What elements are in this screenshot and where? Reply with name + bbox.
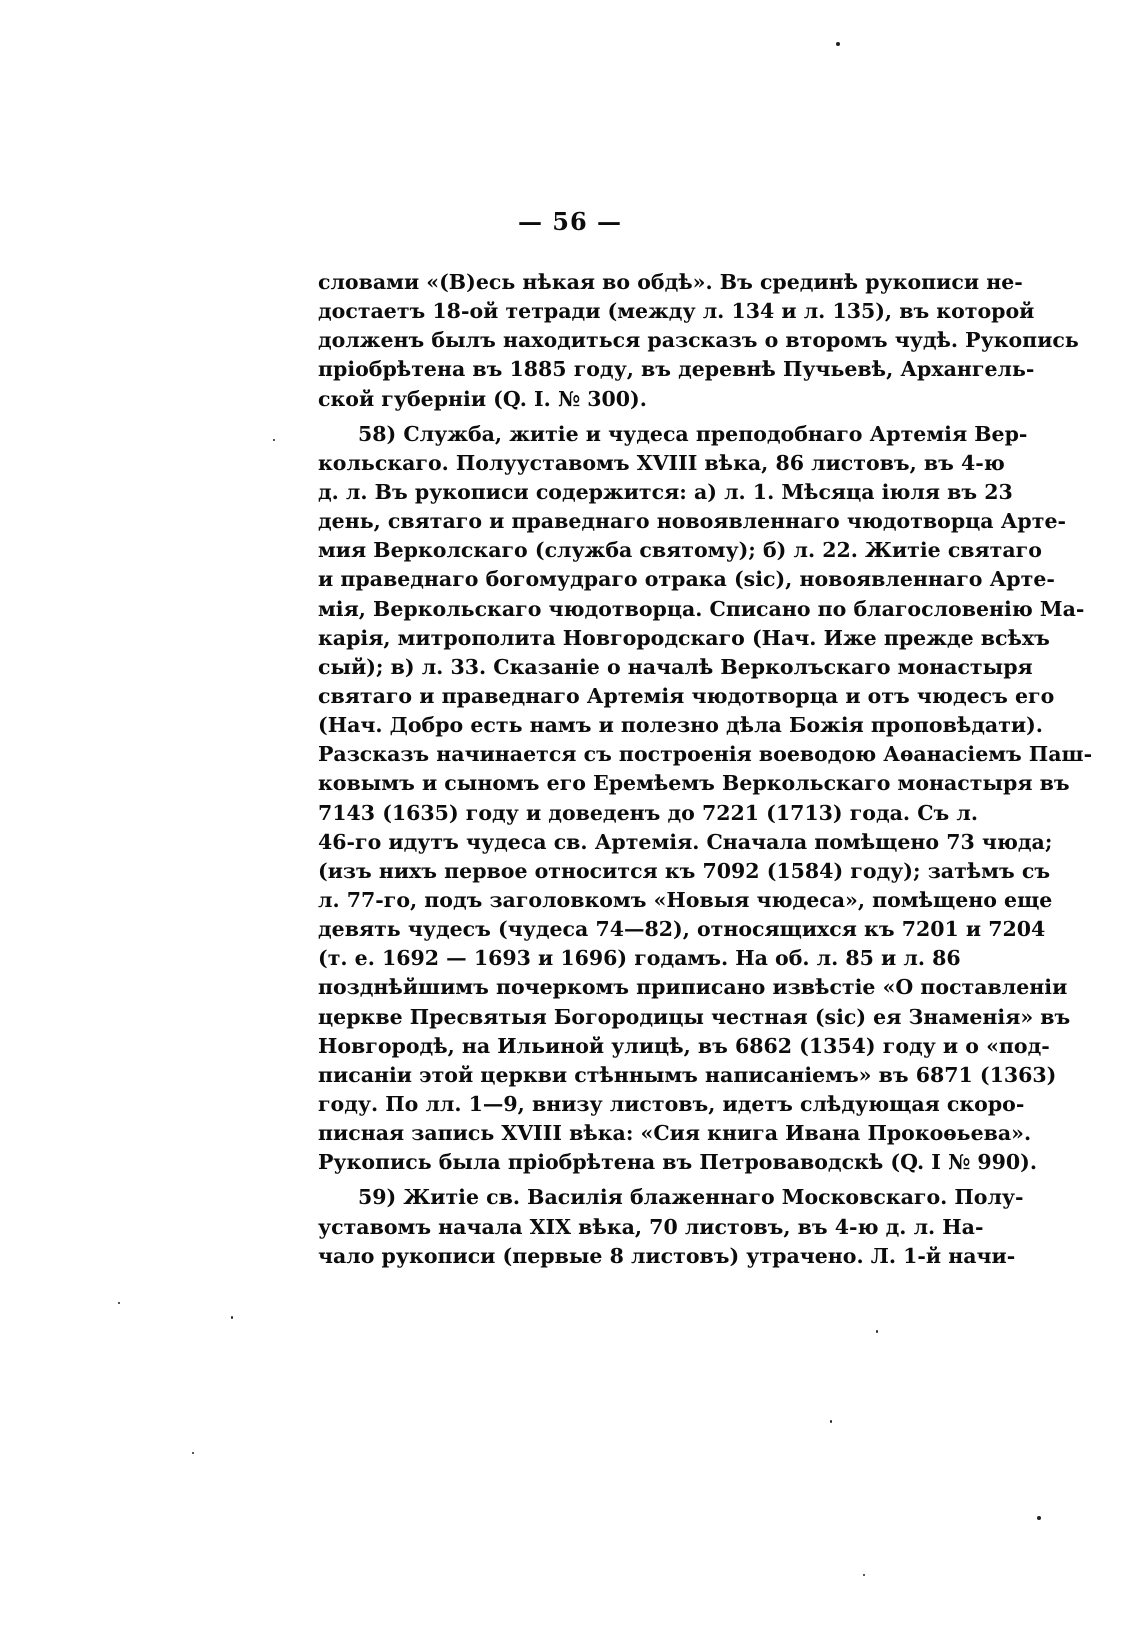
text-line: день, святаго и праведнаго новоявленнаго чюдотворца Арте- [318,509,1067,534]
scan-speck [836,42,840,46]
text-line: позднѣйшимъ почеркомъ приписано извѣстіе «О поставленіи [318,975,1068,1000]
text-line: ской губерніи (Q. I. № 300). [318,386,647,411]
scan-speck [1037,1516,1041,1520]
text-line: святаго и праведнаго Артемія чюдотворца и отъ чюдесъ его [318,683,1055,708]
text-line: Разсказъ начинается съ построенія воеводою Аѳанасіемъ Паш- [318,742,1093,767]
text-line: ковымъ и сыномъ его Еремѣемъ Веркольскаго монастыря въ [318,771,1070,796]
text-line: уставомъ начала XIX вѣка, 70 листовъ, въ 4-ю д. л. На- [318,1214,984,1239]
text-line: долженъ былъ находиться разсказъ о второмъ чудѣ. Рукопись [318,328,1079,353]
text-line: чало рукописи (первые 8 листовъ) утрачено. Л. 1-й начи- [318,1243,1016,1268]
text-line: д. л. Въ рукописи содержится: а) л. 1. Мѣсяца іюля въ 23 [318,479,1013,504]
text-line: сый); в) л. 33. Сказаніе о началѣ Верколъскаго монастыря [318,654,1033,679]
text-line: и праведнаго богомудраго отрака (sic), новоявленнаго Арте- [318,567,1055,592]
text-line: словами «(В)есь нѣкая во обдѣ». Въ срединѣ рукописи не- [318,270,1023,294]
scan-speck [118,1302,120,1304]
scan-speck [830,1420,832,1423]
body-text [318,268,1093,1271]
text-line: карія, митрополита Новгородскаго (Нач. Иже прежде всѣхъ [318,625,1050,650]
text-line: писаніи этой церкви стѣннымъ написаніемъ» въ 6871 (1363) [318,1062,1057,1087]
text-line: писная запись XVIII вѣка: «Сия книга Ивана Прокоѳьева». [318,1121,1032,1146]
text-line: (Нач. Добро есть намъ и полезно дѣла Божія проповѣдати). [318,713,1043,738]
text-line: (т. е. 1692 — 1693 и 1696) годамъ. На об. л. 85 и л. 86 [318,946,961,971]
text-line: мия Верколскаго (служба святому); б) л. 22. Житіе святаго [318,538,1042,563]
text-line: году. По лл. 1—9, внизу листовъ, идетъ слѣдующая скоро- [318,1091,1025,1116]
text-line: Новгородѣ, на Ильиной улицѣ, въ 6862 (1354) году и о «под- [318,1033,1050,1058]
text-line: кольскаго. Полууставомъ XVIII вѣка, 86 листовъ, въ 4-ю [318,450,1005,475]
text-line: Рукопись была пріобрѣтена въ Петроваводскѣ (Q. I № 990). [318,1150,1037,1175]
text-line: церкве Пресвятыя Богородицы честная (sic) ея Знаменія» въ [318,1004,1071,1029]
text-line: достаетъ 18-ой тетради (между л. 134 и л. 135), въ которой [318,299,1035,324]
scan-speck [192,1452,194,1454]
text-line: (изъ нихъ первое относится къ 7092 (1584) году); затѣмъ съ [318,858,1051,883]
text-line: л. 77-го, подъ заголовкомъ «Новыя чюдеса», помѣщено еще [318,887,1053,912]
scan-speck [863,1574,865,1576]
page-number: — 56 — [517,207,623,236]
text-line: пріобрѣтена въ 1885 году, въ деревнѣ Пучьевѣ, Архангель- [318,357,1035,382]
text-line: 7143 (1635) году и доведенъ до 7221 (1713) года. Съ л. [318,800,978,825]
scan-speck [273,439,275,441]
scan-speck [231,1316,233,1319]
text-line: 46-го идутъ чудеса св. Артемія. Сначала помѣщено 73 чюда; [318,829,1053,854]
scan-speck [876,1330,878,1333]
paragraph-59-first-line: 59) Житіе св. Василія блаженнаго Московскаго. Полу- [358,1185,1024,1210]
text-line: мія, Веркольскаго чюдотворца. Списано по благословенію Ма- [318,596,1085,621]
paragraph-58-first-line: 58) Служба, житіе и чудеса преподобнаго Артемія Вер- [358,421,1028,446]
text-line: девять чудесъ (чудеса 74—82), относящихся къ 7201 и 7204 [318,917,1046,942]
